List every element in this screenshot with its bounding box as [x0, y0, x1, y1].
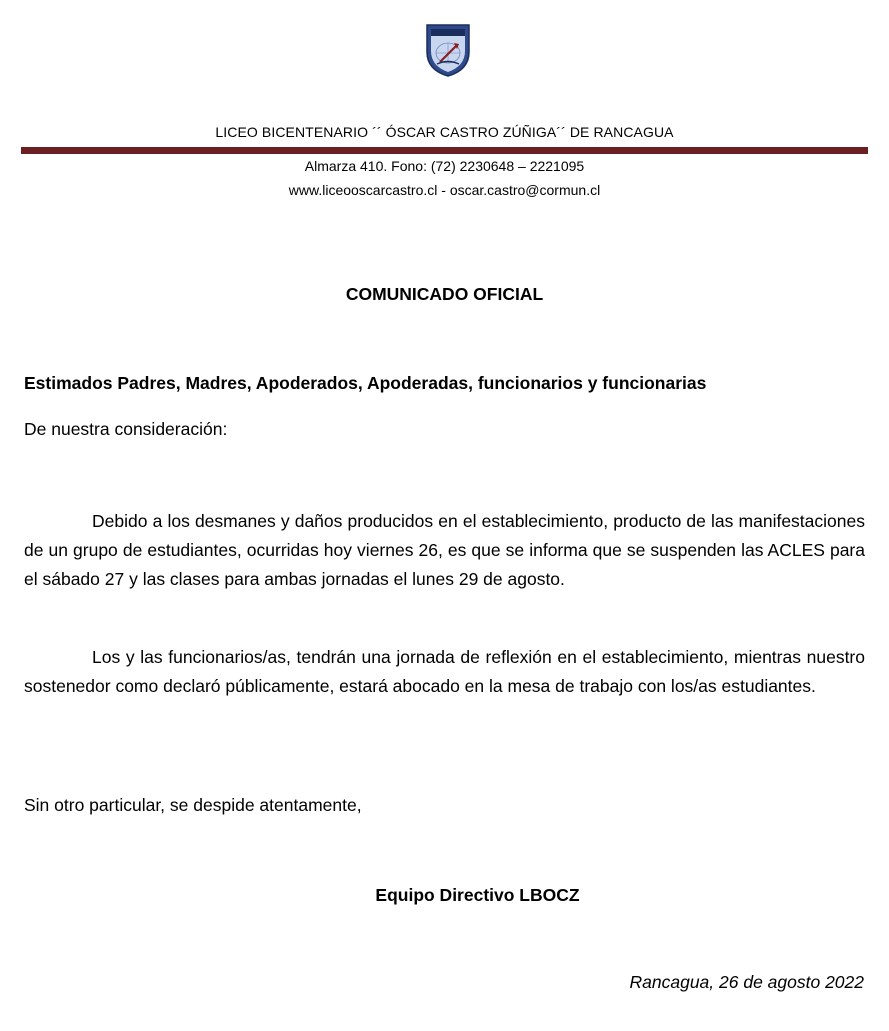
header-rule	[21, 147, 868, 154]
closing-line: Sin otro particular, se despide atentamente,	[24, 795, 362, 815]
paragraph-reflection: Los y las funcionarios/as, tendrán una jornada de reflexión en el establecimiento, mientras nuestro sostenedor como declaró públicamente, estará abocado en la mesa de trabajo con los/as estudiantes.	[24, 647, 865, 696]
greeting: Estimados Padres, Madres, Apoderados, Apoderadas, funcionarios y funcionarias	[24, 373, 707, 393]
document-title: COMUNICADO OFICIAL	[345, 284, 544, 304]
signature: Equipo Directivo LBOCZ	[375, 885, 580, 905]
document-date: Rancagua, 26 de agosto 2022	[629, 972, 864, 992]
paragraph-suspension: Debido a los desmanes y daños producidos en el establecimiento, producto de las manifestaciones de un grupo de estudiantes, ocurridas hoy viernes 26, es que se informa que se suspenden las ACLES para el sábado 27 y las clases para ambas jornadas el lunes 29 de agosto.	[24, 511, 865, 589]
address-phone: Almarza 410. Fono: (72) 2230648 – 2221095	[304, 158, 585, 174]
consideration-line: De nuestra consideración:	[24, 419, 228, 439]
school-name: LICEO BICENTENARIO ´´ ÓSCAR CASTRO ZÚÑIGA´´ DE RANCAGUA	[215, 124, 674, 140]
web-email: www.liceooscarcastro.cl - oscar.castro@cormun.cl	[288, 182, 601, 198]
school-crest-icon	[423, 22, 473, 78]
